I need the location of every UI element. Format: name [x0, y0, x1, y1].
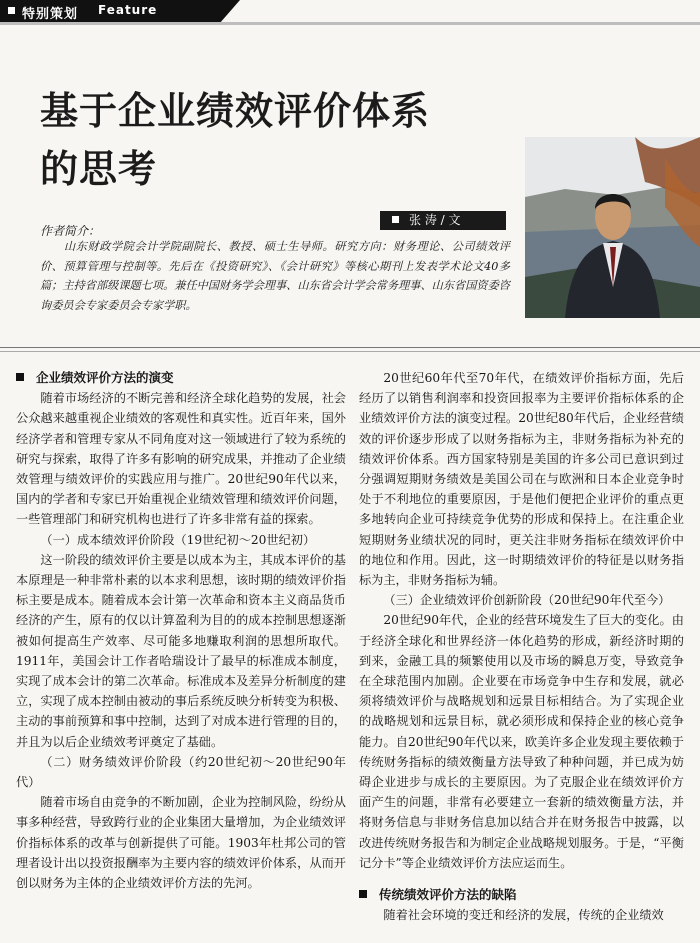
paragraph: 随着市场经济的不断完善和经济全球化趋势的发展，社会公众越来越重视企业绩效的客观性和真实性。近百年来，国外经济学者和管理专家从不同角度对这一领域进行了较为系统的研究与探索，取得了许多有影响的研究成果，并推动了企业绩效管理与绩效评价的实践应用与推广。20世纪90年代以来，国内的学者和专家已开始重视企业绩效管理和绩效评价问题，一些管理部门和研究机构也进行了许多非常有益的探索。: [16, 391, 346, 527]
heading-bullet: [16, 373, 24, 381]
subheading-innovation-stage: （三）企业绩效评价创新阶段（20世纪90年代至今）: [383, 593, 671, 608]
section-divider: [0, 347, 700, 348]
bio-heading: 作者简介：: [40, 224, 101, 238]
heading-text: 企业绩效评价方法的演变: [36, 370, 174, 385]
subheading-financial-stage: （二）财务绩效评价阶段（约20世纪初～20世纪90年代）: [16, 754, 346, 790]
feature-label: Feature: [98, 3, 158, 17]
heading-bullet: [359, 890, 367, 898]
section-label: 特别策划: [22, 7, 79, 22]
byline-bullet: [392, 216, 399, 223]
paragraph: 随着社会环境的变迁和经济的发展，传统的企业绩效: [383, 908, 664, 923]
section-heading-defects: [359, 885, 684, 905]
paragraph: 20世纪60年代至70年代，在绩效评价指标方面，先后经历了以销售利润率和投资回报率为主要评价指标体系的企业绩效评价方法的演变过程。20世纪80年代后，企业经营绩效的评价逐步形成了以财务指标为主，非财务指标为补充的绩效评价体系。西方国家特别是美国的许多公司已意识到过分强调短期财务绩效是美国公司在与欧洲和日本企业竞争时处于不利地位的重要原因，于是他们便把企业评价的重点更多地转向企业可持续竞争优势的形成和保持上。在注重企业短期财务业绩状况的同时，更关注非财务指标在绩效评价中的地位和作用。因此，这一时期绩效评价的特征是以财务指标为主，非财务指标为辅。: [359, 371, 684, 588]
byline-text: 张 涛 / 文: [409, 213, 461, 227]
bio-text: 山东财政学院会计学院副院长、教授、硕士生导师。研究方向：财务理论、公司绩效评价、预算管理与控制等。先后在《投资研究》、《会计研究》等核心期刊上发表学术论文40多篇；主持省部级课题七项。兼任中国财务学会理事、山东省会计学会常务理事、山东省国资委咨询委员会专家委员会专家学职。: [40, 240, 510, 312]
paragraph: 随着市场自由竞争的不断加剧，企业为控制风险，纷纷从事多种经营，导致跨行业的企业集团大量增加，为企业绩效评价指标体系的改革与创新提供了可能。1903年杜邦公司的管理者设计出以投资报酬率为主要内容的绩效评价体系，从而开创以财务为主体的企业绩效评价方法的先河。: [16, 795, 346, 891]
paragraph: 这一阶段的绩效评价主要是以成本为主，其成本评价的基本原理是一种非常朴素的以本求利思想，该时期的绩效评价指标主要是成本。随着成本会计第一次革命和资本主义商品货币经济的产生，原有的仅以计算盈利为目的的成本控制思想逐渐被如何提高生产效率、尽可能多地赚取利润的思想所取代。1911年，美国会计工作者哈瑞设计了最早的标准成本制度，实现了成本会计的第二次革命。标准成本及差异分析制度的建立，实现了成本控制由被动的事后系统反映分析转变为积极、主动的事前预算和事中控制，达到了对成本进行管理的目的，并且为以后企业绩效考评奠定了基础。: [16, 552, 346, 749]
title-line-2: 的思考: [40, 147, 158, 191]
author-byline: [380, 211, 506, 230]
subheading-cost-stage: （一）成本绩效评价阶段（19世纪初～20世纪初）: [40, 532, 316, 547]
title-line-1: 基于企业绩效评价体系: [40, 89, 431, 133]
section-heading-evolution: [16, 368, 346, 388]
header-divider: [0, 22, 700, 25]
author-photo: [525, 137, 700, 318]
article-title: [40, 82, 430, 198]
header-bullet: [8, 7, 15, 14]
left-column: [16, 368, 346, 893]
section-divider-thin: [0, 351, 700, 352]
right-column: [359, 368, 684, 925]
heading-text: 传统绩效评价方法的缺陷: [379, 887, 517, 903]
section-header-bar: [0, 0, 700, 22]
paragraph: 20世纪90年代，企业的经营环境发生了巨大的变化。由于经济全球化和世界经济一体化趋势的形成，新经济时期的到来，金融工具的频繁使用以及市场的瞬息万变，导致竞争在全球范围内加剧。企业要在市场竞争中生存和发展，就必须将绩效评价与战略规划和远景目标相结合。为了实现企业的战略规划和远景目标，就必须形成和保持企业的核心竞争能力。自20世纪90年代以来，欧美许多企业发现主要依赖于传统财务指标的绩效衡量方法导致了种种问题，并已成为妨碍企业进步与成长的主要原因。为了克服企业在绩效评价方面产生的问题，非常有必要建立一套新的绩效衡量方法，并将财务信息与非财务信息加以结合并在财务报告中披露，以改进传统财务报告和为制定企业战略规划服务。于是，“平衡记分卡”等企业绩效评价方法应运而生。: [359, 613, 684, 870]
